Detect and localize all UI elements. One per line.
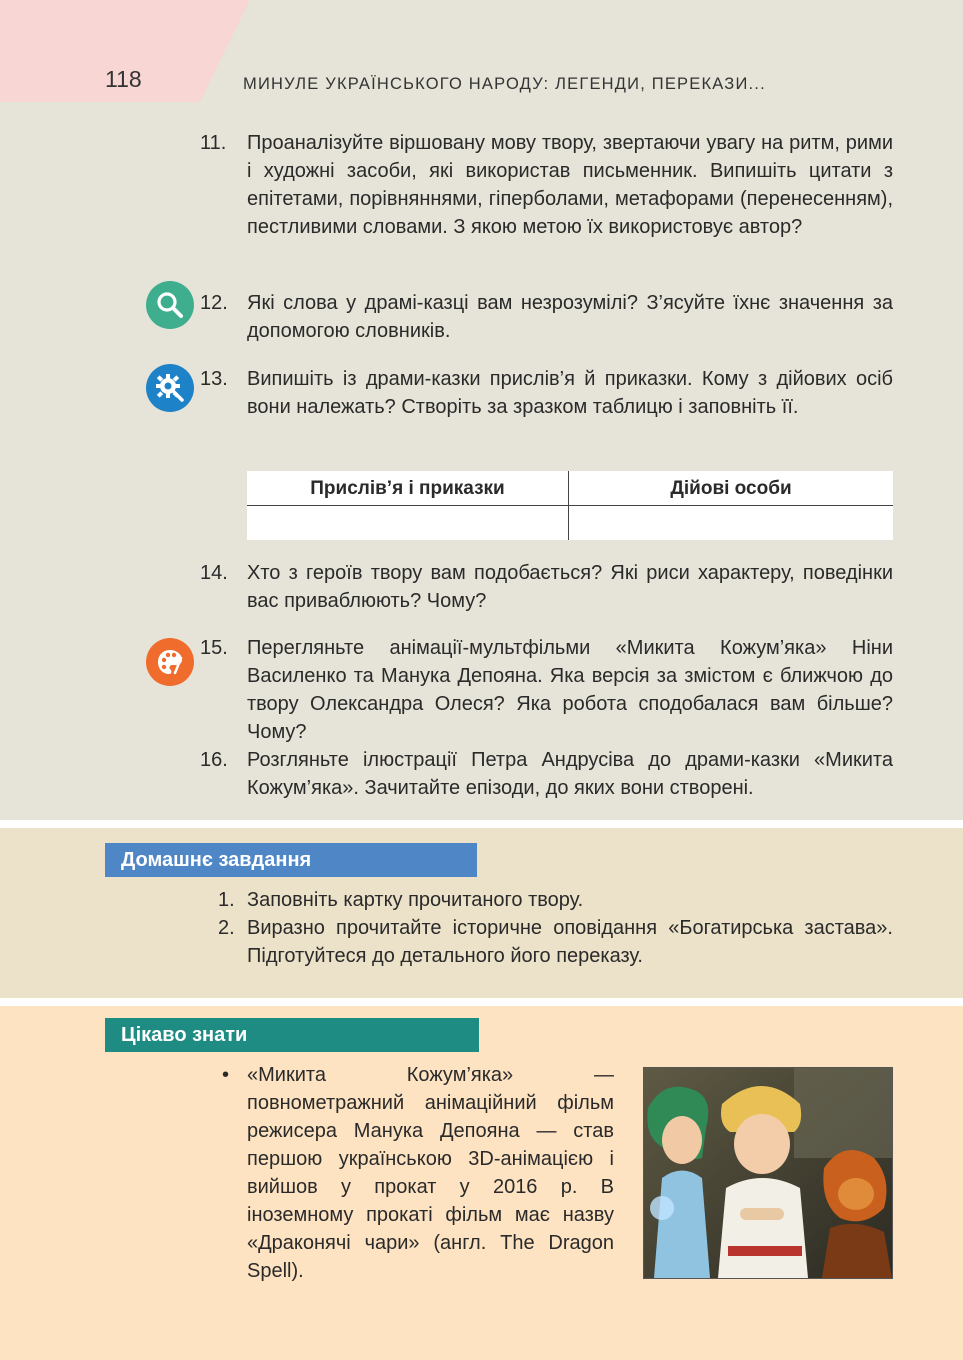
table-header-characters: Дійові особи (670, 478, 792, 499)
task-text: Розгляньте ілюстрації Петра Андрусіва до драми-казки «Микита Кожум’яка». Зачитайте епізоди, до яких вони створені. (247, 749, 893, 799)
homework-number: 2. (218, 917, 235, 939)
film-still-image (643, 1067, 893, 1279)
bullet-icon: • (222, 1064, 230, 1086)
task-11 (200, 129, 893, 241)
task-16 (200, 746, 893, 802)
section-divider (0, 998, 963, 1006)
task-number: 12. (200, 292, 228, 314)
running-title: МИНУЛЕ УКРАЇНСЬКОГО НАРОДУ: ЛЕГЕНДИ, ПЕРЕКАЗИ... (243, 75, 766, 93)
sample-table (247, 471, 893, 540)
homework-title: Домашнє завдання (105, 843, 477, 877)
fact-title: Цікаво знати (105, 1018, 479, 1052)
task-text: Які слова у драмі-казці вам незрозумілі? З’ясуйте їхнє значення за допомогою словників. (247, 292, 893, 342)
homework-number: 1. (218, 889, 235, 911)
task-15 (200, 634, 893, 746)
task-14 (200, 559, 893, 615)
task-12 (200, 289, 893, 345)
fact-text: «Микита Кожум’яка» — повнометражний анімаційний фільм режисера Манука Депояна — став першою українською 3D-анімацією і вийшов у прокат у 2016 р. В іноземному прокаті фільм має назву «Драконячі чари» (англ. The Dragon Spell). (247, 1064, 614, 1282)
task-number: 11. (200, 132, 227, 154)
task-number: 14. (200, 562, 228, 584)
task-number: 13. (200, 368, 228, 390)
task-number: 16. (200, 749, 228, 771)
homework-item (218, 914, 893, 970)
homework-text: Виразно прочитайте історичне оповідання «Богатирська застава». Підготуйтеся до детального його переказу. (247, 917, 893, 967)
task-13 (200, 365, 893, 421)
table-divider (247, 505, 893, 506)
gear-wrench-icon (146, 364, 194, 412)
fact-item (222, 1061, 614, 1285)
task-text: Випишіть із драми-казки прислів’я й приказки. Кому з дійових осіб вони належать? Створіть за зразком таблицю і заповніть її. (247, 368, 893, 418)
task-text: Перегляньте анімації-мультфільми «Микита Кожум’яка» Ніни Василенко та Манука Депояна. Яка версія за змістом є ближчою до твору Олександра Олеся? Яка робота сподобалася вам більше? Чому? (247, 637, 893, 743)
page-number: 118 (105, 66, 142, 92)
magnifier-icon (146, 281, 194, 329)
task-text: Хто з героїв твору вам подобається? Які риси характеру, поведінки вас приваблюють? Чому? (247, 562, 893, 612)
homework-text: Заповніть картку прочитаного твору. (247, 889, 584, 911)
palette-icon (146, 638, 194, 686)
homework-item (218, 886, 893, 914)
section-divider (0, 820, 963, 828)
task-text: Проаналізуйте віршовану мову твору, звертаючи увагу на ритм, рими і художні засоби, які використав письменник. Випишіть цитати з епітетами, порівняннями, гіперболами, метафорами (перенесенням), пестливими словами. З якою метою їх використовує автор? (247, 132, 893, 238)
table-header-proverbs: Прислів’я і приказки (310, 478, 505, 499)
task-number: 15. (200, 637, 228, 659)
